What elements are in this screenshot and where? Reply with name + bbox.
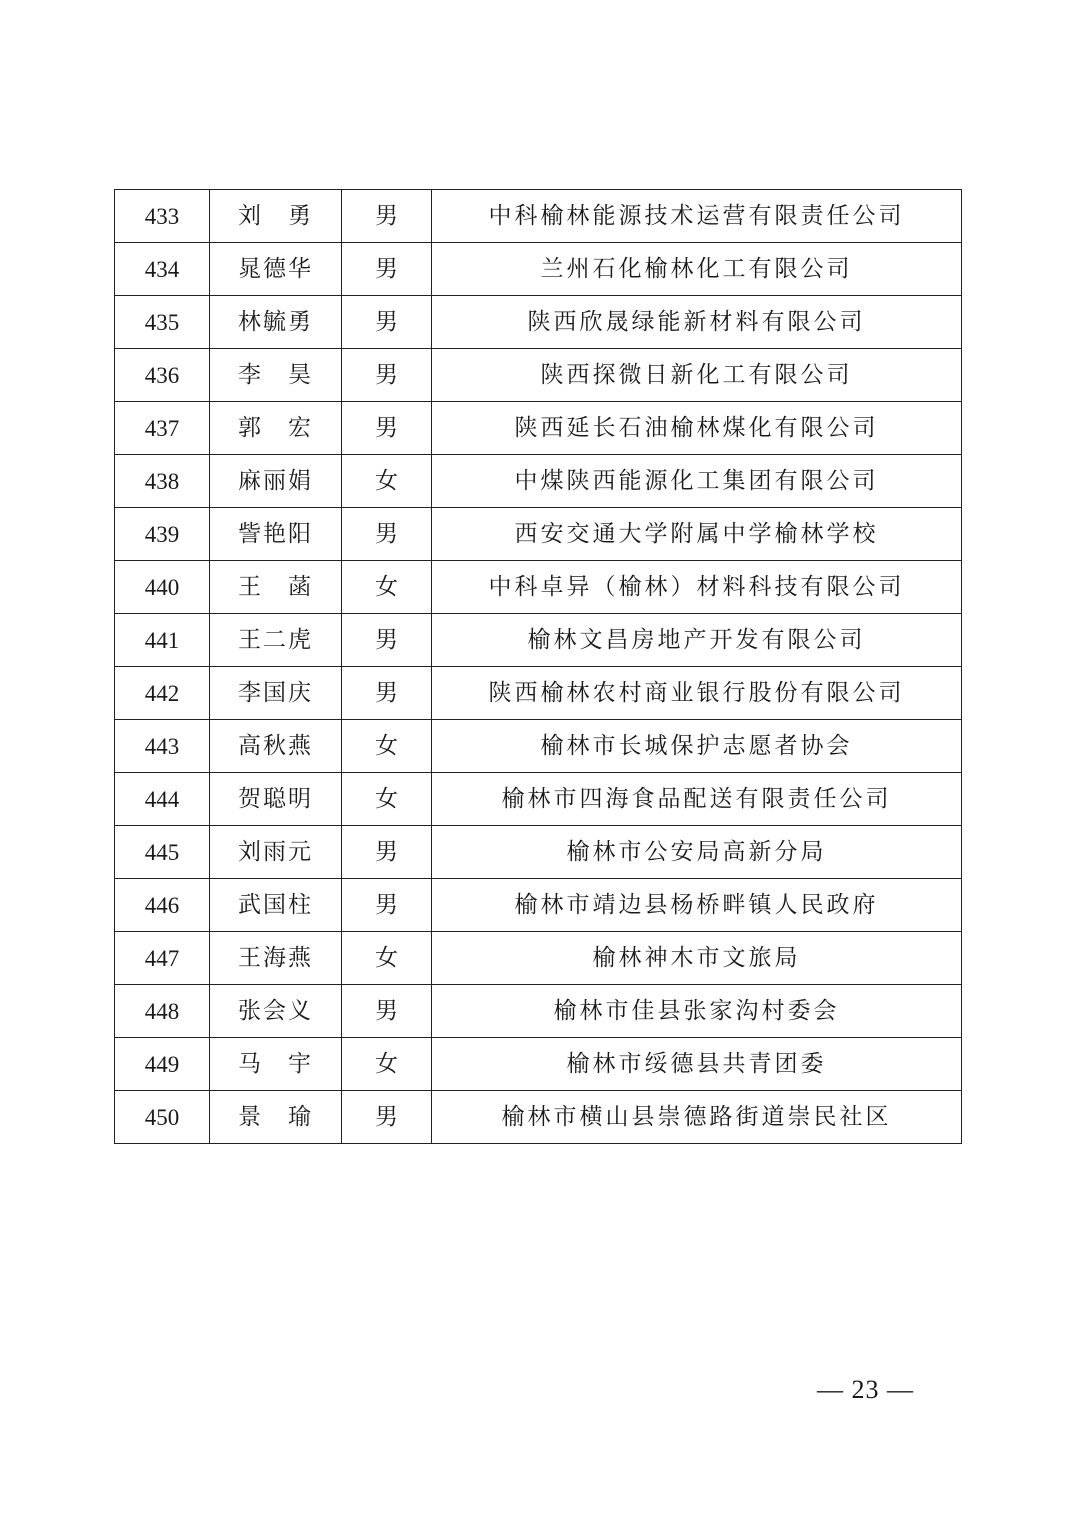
table-row [115, 932, 962, 985]
gender-cell: 男 [342, 402, 432, 455]
row-number-cell: 447 [115, 932, 210, 985]
person-name-cell: 王二虎 [210, 614, 342, 667]
row-number-cell: 436 [115, 349, 210, 402]
organization-cell: 榆林文昌房地产开发有限公司 [432, 614, 962, 667]
table-row [115, 614, 962, 667]
row-number-cell: 449 [115, 1038, 210, 1091]
table-row [115, 243, 962, 296]
person-name-cell: 武国柱 [210, 879, 342, 932]
gender-cell: 女 [342, 561, 432, 614]
row-number-cell: 443 [115, 720, 210, 773]
gender-cell: 男 [342, 508, 432, 561]
table-row [115, 720, 962, 773]
person-name-cell: 李国庆 [210, 667, 342, 720]
person-name-cell: 王海燕 [210, 932, 342, 985]
organization-cell: 中科榆林能源技术运营有限责任公司 [432, 190, 962, 243]
row-number-cell: 438 [115, 455, 210, 508]
person-name-cell: 高秋燕 [210, 720, 342, 773]
organization-cell: 陕西榆林农村商业银行股份有限公司 [432, 667, 962, 720]
table-row [115, 508, 962, 561]
organization-cell: 榆林市长城保护志愿者协会 [432, 720, 962, 773]
organization-cell: 陕西延长石油榆林煤化有限公司 [432, 402, 962, 455]
organization-cell: 榆林神木市文旅局 [432, 932, 962, 985]
gender-cell: 女 [342, 720, 432, 773]
organization-cell: 榆林市横山县崇德路街道崇民社区 [432, 1091, 962, 1144]
person-name-cell: 景 瑜 [210, 1091, 342, 1144]
table-row [115, 826, 962, 879]
row-number-cell: 450 [115, 1091, 210, 1144]
organization-cell: 榆林市绥德县共青团委 [432, 1038, 962, 1091]
table-row [115, 349, 962, 402]
row-number-cell: 439 [115, 508, 210, 561]
table-row [115, 773, 962, 826]
person-name-cell: 刘雨元 [210, 826, 342, 879]
person-name-cell: 李 昊 [210, 349, 342, 402]
page-number: — 23 — [817, 1375, 914, 1404]
organization-cell: 兰州石化榆林化工有限公司 [432, 243, 962, 296]
table-row [115, 1038, 962, 1091]
person-name-cell: 訾艳阳 [210, 508, 342, 561]
gender-cell: 女 [342, 932, 432, 985]
organization-cell: 榆林市靖边县杨桥畔镇人民政府 [432, 879, 962, 932]
organization-cell: 榆林市公安局高新分局 [432, 826, 962, 879]
row-number-cell: 434 [115, 243, 210, 296]
gender-cell: 男 [342, 296, 432, 349]
gender-cell: 男 [342, 1091, 432, 1144]
gender-cell: 男 [342, 985, 432, 1038]
table-row [115, 190, 962, 243]
row-number-cell: 441 [115, 614, 210, 667]
gender-cell: 男 [342, 190, 432, 243]
row-number-cell: 437 [115, 402, 210, 455]
person-name-cell: 贺聪明 [210, 773, 342, 826]
gender-cell: 男 [342, 614, 432, 667]
roster-table-body [115, 190, 962, 1144]
row-number-cell: 444 [115, 773, 210, 826]
row-number-cell: 442 [115, 667, 210, 720]
table-row [115, 296, 962, 349]
organization-cell: 陕西探微日新化工有限公司 [432, 349, 962, 402]
table-row [115, 879, 962, 932]
organization-cell: 中煤陕西能源化工集团有限公司 [432, 455, 962, 508]
gender-cell: 男 [342, 349, 432, 402]
roster-table [114, 189, 962, 1144]
gender-cell: 男 [342, 879, 432, 932]
table-row [115, 561, 962, 614]
person-name-cell: 林毓勇 [210, 296, 342, 349]
row-number-cell: 446 [115, 879, 210, 932]
table-row [115, 667, 962, 720]
table-row [115, 402, 962, 455]
row-number-cell: 445 [115, 826, 210, 879]
organization-cell: 榆林市佳县张家沟村委会 [432, 985, 962, 1038]
person-name-cell: 郭 宏 [210, 402, 342, 455]
table-row [115, 985, 962, 1038]
table-row [115, 1091, 962, 1144]
gender-cell: 男 [342, 826, 432, 879]
person-name-cell: 麻丽娟 [210, 455, 342, 508]
person-name-cell: 王 菡 [210, 561, 342, 614]
organization-cell: 西安交通大学附属中学榆林学校 [432, 508, 962, 561]
row-number-cell: 440 [115, 561, 210, 614]
person-name-cell: 刘 勇 [210, 190, 342, 243]
organization-cell: 陕西欣晟绿能新材料有限公司 [432, 296, 962, 349]
organization-cell: 中科卓异（榆林）材料科技有限公司 [432, 561, 962, 614]
row-number-cell: 435 [115, 296, 210, 349]
gender-cell: 男 [342, 243, 432, 296]
person-name-cell: 马 宇 [210, 1038, 342, 1091]
organization-cell: 榆林市四海食品配送有限责任公司 [432, 773, 962, 826]
person-name-cell: 晁德华 [210, 243, 342, 296]
person-name-cell: 张会义 [210, 985, 342, 1038]
gender-cell: 女 [342, 455, 432, 508]
gender-cell: 女 [342, 1038, 432, 1091]
row-number-cell: 448 [115, 985, 210, 1038]
table-row [115, 455, 962, 508]
row-number-cell: 433 [115, 190, 210, 243]
gender-cell: 女 [342, 773, 432, 826]
gender-cell: 男 [342, 667, 432, 720]
